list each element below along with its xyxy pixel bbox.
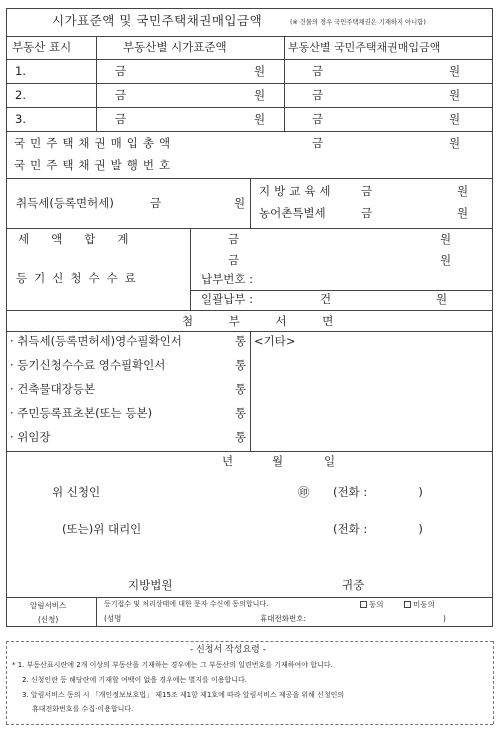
- education-tax-prefix: 금: [361, 184, 373, 198]
- guide-item: 2. 신청인란 등 해당란에 기재할 여백이 없을 경우에는 별지를 이용합니다.: [22, 676, 248, 684]
- mobile-phone-label: 휴대전화번호:: [260, 614, 306, 623]
- bulk-payment-suffix: 원: [436, 292, 448, 306]
- amount-suffix: 원: [449, 88, 461, 102]
- rule: [6, 228, 493, 229]
- row-number: 2.: [15, 88, 26, 102]
- agree-checkbox[interactable]: [360, 601, 367, 608]
- rule: [6, 107, 493, 108]
- guide-border-bottom: [6, 724, 493, 725]
- applicant-label: 위 신청인: [52, 485, 101, 499]
- bulk-payment-label: 일괄납부 :: [201, 292, 253, 306]
- attachment-item: · 위임장: [10, 430, 51, 444]
- date-day: 일: [324, 454, 336, 468]
- guide-border-top: [6, 641, 493, 642]
- row-number: 3.: [15, 112, 26, 126]
- applicant-phone: (전화 : ): [333, 485, 423, 499]
- education-tax-suffix: 원: [457, 184, 469, 198]
- rule: [96, 36, 97, 131]
- recipient-suffix: 귀중: [342, 578, 365, 592]
- row-number: 1.: [15, 64, 26, 78]
- rule: [6, 597, 493, 598]
- amount-prefix: 금: [312, 64, 324, 78]
- rule: [6, 36, 493, 37]
- bulk-payment-count: 건: [320, 292, 332, 306]
- agent-label: (또는)위 대리인: [62, 522, 142, 536]
- rule: [6, 310, 493, 311]
- rule: [190, 228, 191, 310]
- bond-total-label: 국민주택채권매입총액: [14, 136, 176, 150]
- amount-prefix: 금: [312, 112, 324, 126]
- agree-label: 동의: [369, 600, 384, 609]
- acquisition-tax-prefix: 금: [150, 196, 162, 210]
- amount-suffix: 원: [449, 64, 461, 78]
- guide-title: - 신청서 작성요령 -: [190, 645, 266, 655]
- rural-tax-prefix: 금: [361, 206, 373, 220]
- attachment-item: · 건축물대장등본: [10, 382, 96, 396]
- guide-border-left: [6, 641, 7, 724]
- alert-service-label: 알림서비스: [30, 601, 67, 610]
- header-note: (※ 건물의 경우 국민주택채권은 기재하지 아니함): [290, 19, 426, 26]
- acquisition-tax-suffix: 원: [234, 196, 246, 210]
- name-label: (성명: [104, 614, 122, 623]
- tax-total-prefix: 금: [228, 232, 240, 246]
- payment-number-label: 납부번호 :: [201, 272, 253, 286]
- guide-item: 휴대전화번호를 수집·이용합니다.: [32, 705, 134, 713]
- amount-prefix: 금: [115, 88, 127, 102]
- rule: [6, 131, 493, 132]
- rule: [284, 36, 285, 131]
- amount-prefix: 금: [115, 64, 127, 78]
- alert-service-sublabel: (신청): [38, 615, 59, 624]
- col-label-bond-amount: 부동산별 국민주택채권매입금액: [288, 41, 441, 54]
- col-label-standard-price: 부동산별 시가표준액: [123, 40, 227, 54]
- amount-suffix: 원: [254, 112, 266, 126]
- guide-border-right: [493, 641, 494, 724]
- attachment-unit: 통: [235, 382, 247, 396]
- attachments-heading: 첨 부 서 면: [182, 314, 350, 328]
- fee-suffix: 원: [440, 253, 452, 267]
- guide-item: * 1. 부동산표시란에 2개 이상의 부동산을 기재하는 경우에는 그 부동산의 일련번호를 기재하여야 합니다.: [12, 661, 333, 669]
- date-year: 년: [222, 454, 234, 468]
- rule: [6, 451, 493, 452]
- acquisition-tax-label: 취득세(등록면허세): [16, 196, 114, 210]
- amount-suffix: 원: [254, 64, 266, 78]
- registration-fee-label: 등기신청수수료: [16, 271, 143, 285]
- attachment-unit: 통: [235, 430, 247, 444]
- attachment-unit: 통: [235, 406, 247, 420]
- amount-suffix: 원: [449, 112, 461, 126]
- disagree-checkbox[interactable]: [404, 601, 411, 608]
- tax-total-suffix: 원: [440, 232, 452, 246]
- bond-total-suffix: 원: [449, 136, 461, 150]
- attachment-item: · 등기신청수수료 영수필확인서: [10, 358, 166, 372]
- disagree-label: 미동의: [413, 600, 435, 609]
- rule: [250, 331, 251, 451]
- guide-item: 3. 알림서비스 동의 시 「개인정보보호법」 제15조 제1항 제1호에 따라 알림서비스 제공을 위해 신청인의: [22, 691, 345, 699]
- court-name: 지방법원: [128, 578, 173, 592]
- agent-phone: (전화 : ): [333, 522, 423, 536]
- form-title: 시가표준액 및 국민주택채권매입금액: [52, 13, 263, 28]
- other-attachments-label: <기타>: [254, 334, 296, 348]
- fee-prefix: 금: [228, 253, 240, 267]
- rule: [250, 178, 251, 228]
- seal-mark: ㊞: [298, 485, 310, 499]
- rule: [6, 83, 493, 84]
- rural-tax-label: 농어촌특별세: [259, 206, 326, 220]
- rural-tax-suffix: 원: [457, 206, 469, 220]
- bond-issue-number-label: 국민주택채권발행번호: [14, 158, 176, 172]
- attachment-unit: 통: [235, 358, 247, 372]
- date-month: 월: [272, 454, 284, 468]
- amount-prefix: 금: [115, 112, 127, 126]
- close-paren: ): [443, 614, 446, 623]
- amount-prefix: 금: [312, 88, 324, 102]
- attachment-unit: 통: [235, 334, 247, 348]
- tax-total-label: 세액합계: [18, 232, 151, 246]
- rule: [6, 59, 493, 60]
- rule: [96, 597, 97, 627]
- col-label-property: 부동산 표시: [12, 40, 72, 54]
- education-tax-label: 지방교육세: [259, 184, 335, 198]
- attachment-item: · 취득세(등록면허세)영수필확인서: [10, 334, 182, 348]
- alert-consent-text: 등기접수 및 처리상태에 대한 문자 수신에 동의합니다.: [104, 600, 269, 608]
- rule: [190, 290, 493, 291]
- attachment-item: · 주민등록표초본(또는 등본): [10, 406, 153, 420]
- amount-suffix: 원: [254, 88, 266, 102]
- bond-total-prefix: 금: [312, 136, 324, 150]
